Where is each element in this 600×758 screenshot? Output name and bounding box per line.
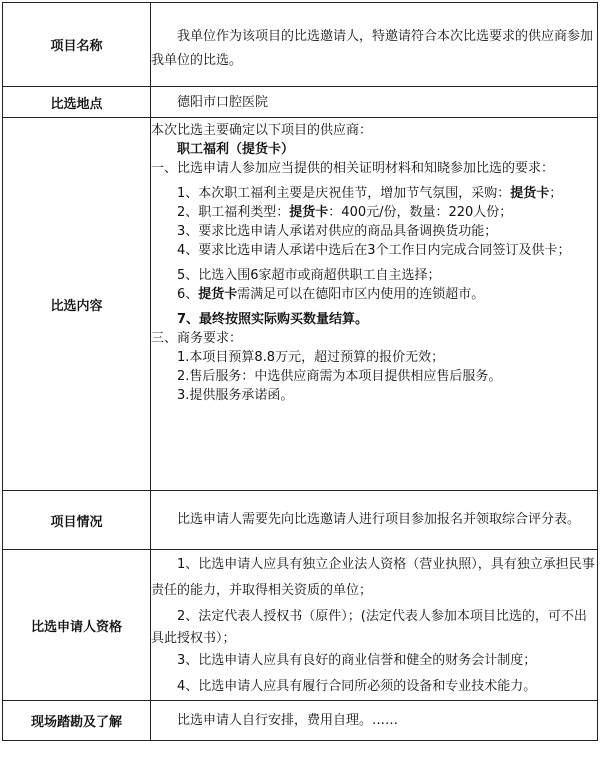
label-situation: 项目情况	[3, 491, 151, 550]
table-row-situation	[3, 491, 598, 550]
content-intro: 本次比选主要确定以下项目的供应商：	[151, 123, 373, 138]
label-content: 比选内容	[3, 118, 151, 491]
item-1-bold: 提货卡	[510, 186, 550, 201]
content-item-4: 4、要求比选申请人承诺中选后在3个工作日内完成合同签订及供卡；	[177, 243, 571, 258]
content-subject: 职工福利（提货卡）	[177, 142, 295, 157]
content-section-1: 一、比选申请人参加应当提供的相关证明材料和知晓参加比选的要求：	[151, 161, 555, 176]
item-2-bold: 提货卡	[289, 205, 329, 220]
table-row-project-name	[3, 3, 598, 87]
content-biz-2: 2.售后服务：中选供应商需为本项目提供相应售后服务。	[177, 369, 502, 384]
table-row-location	[3, 87, 598, 118]
label-site: 现场踏勘及了解	[3, 701, 151, 741]
qualification-3: 3、比选申请人应具有良好的商业信誉和健全的财务会计制度；	[177, 653, 537, 668]
content-biz-3: 3.提供服务承诺函。	[177, 388, 294, 403]
table-row-site	[3, 701, 598, 741]
content-item-3: 3、要求比选申请人承诺对供应的商品具备调换货功能；	[177, 224, 498, 239]
content-location	[151, 87, 598, 118]
table-row-qualification	[3, 550, 598, 701]
site-text: 比选申请人自行安排，费用自理。……	[177, 713, 399, 728]
content-qualification	[151, 550, 598, 701]
situation-text: 比选申请人需要先向比选邀请人进行项目参加报名并领取综合评分表。	[177, 512, 581, 527]
content-situation	[151, 491, 598, 550]
content-section-3: 三、商务要求：	[151, 331, 243, 346]
content-details	[151, 118, 598, 491]
label-location: 比选地点	[3, 87, 151, 118]
content-item-2	[151, 203, 597, 222]
content-item-7: 7、最终按照实际购买数量结算。	[177, 312, 369, 327]
location-text: 德阳市口腔医院	[177, 94, 269, 110]
label-qualification: 比选申请人资格	[3, 550, 151, 701]
item-1-text: 1、本次职工福利主要是庆祝佳节，增加节气氛围，采购：	[177, 186, 511, 201]
qualification-4: 4、比选申请人应具有履行合同所必须的设备和专业技术能力。	[177, 679, 537, 694]
item-1-tail: ；	[549, 186, 563, 201]
content-item-5: 5、比选入围6家超市或商超供职工自主选择；	[177, 268, 441, 283]
table-row-content	[3, 118, 598, 491]
content-project-name	[151, 3, 598, 87]
project-name-text: 我单位作为该项目的比选邀请人，特邀请符合本次比选要求的供应商参加我单位的比选。	[151, 28, 594, 68]
qualification-1: 1、比选申请人应具有独立企业法人资格（营业执照），具有独立承担民事责任的能力，并取得相关资质的单位；	[151, 557, 595, 598]
content-site	[151, 701, 598, 741]
project-info-table	[2, 2, 598, 741]
item-2-text: 2、职工福利类型：	[177, 205, 290, 220]
item-6-tail: 需满足可以在德阳市区内使用的连锁超市。	[237, 287, 485, 302]
content-biz-1: 1.本项目预算8.8万元，超过预算的报价无效；	[177, 350, 445, 365]
content-item-6	[151, 285, 597, 304]
item-2-tail: ：400元/份，数量：220人份；	[328, 205, 513, 220]
item-6-text: 6、	[177, 287, 199, 302]
content-item-1	[151, 184, 597, 203]
label-project-name: 项目名称	[3, 3, 151, 87]
qualification-2: 2、法定代表人授权书（原件）；(法定代表人参加本项目比选的，可不出具此授权书）；	[151, 609, 587, 646]
item-6-bold: 提货卡	[198, 287, 238, 302]
